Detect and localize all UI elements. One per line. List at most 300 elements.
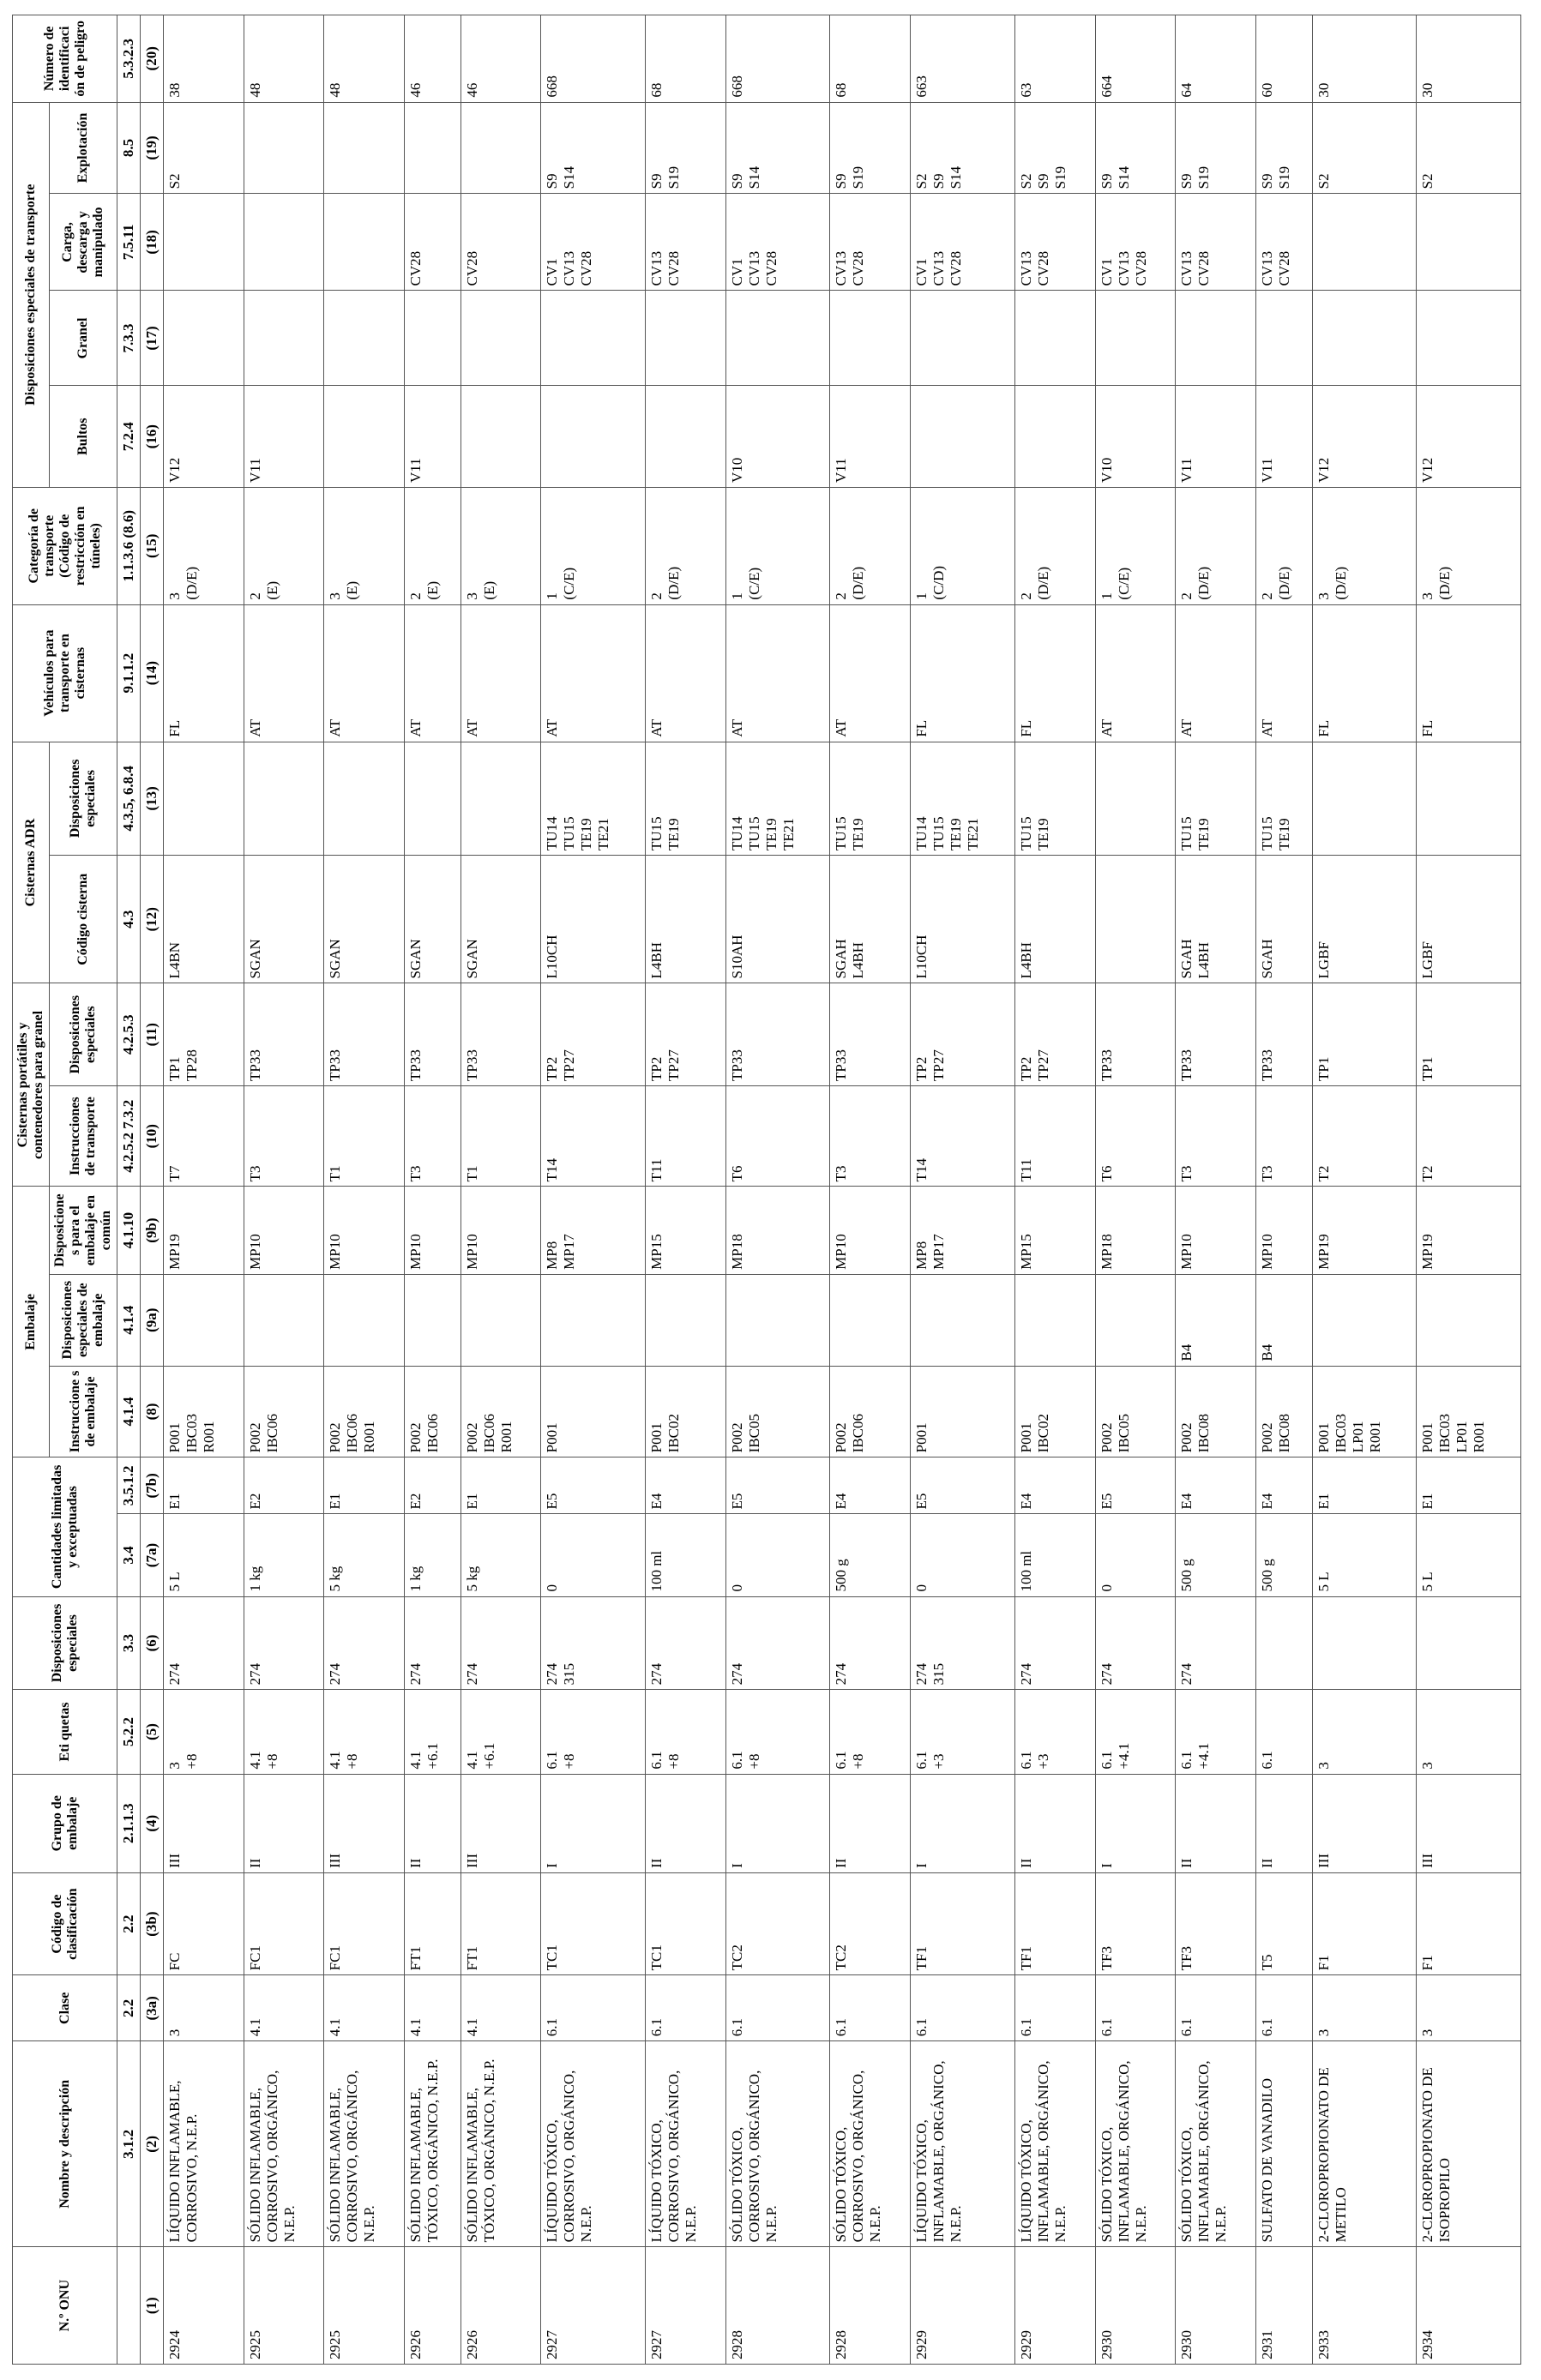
table-cell: E4 bbox=[1176, 1457, 1256, 1514]
table-cell bbox=[244, 1274, 324, 1366]
dangerous-goods-table bbox=[12, 15, 1521, 2365]
table-cell: FL bbox=[1417, 604, 1521, 742]
table-cell: 0 bbox=[911, 1514, 1015, 1596]
table-cell: LÍQUIDO TÓXICO, CORROSIVO, ORGÁNICO, N.E.P. bbox=[541, 2041, 646, 2247]
table-cell bbox=[324, 1274, 405, 1366]
table-cell: I bbox=[911, 1774, 1015, 1872]
table-cell: 664 bbox=[1095, 15, 1176, 103]
table-cell bbox=[646, 291, 726, 386]
table-cell: 3 bbox=[1312, 1690, 1417, 1774]
table-cell: E4 bbox=[1255, 1457, 1312, 1514]
table-cell: 500 g bbox=[1176, 1514, 1256, 1596]
table-cell bbox=[1417, 291, 1521, 386]
table-cell: III bbox=[1312, 1774, 1417, 1872]
table-cell: S9 S19 bbox=[646, 102, 726, 194]
table-cell: S2 S9 S14 bbox=[911, 102, 1015, 194]
table-cell: AT bbox=[460, 604, 541, 742]
column-number-cell: (2) bbox=[141, 2041, 164, 2247]
table-cell: 1 (C/E) bbox=[541, 487, 646, 604]
table-cell bbox=[1014, 291, 1095, 386]
table-cell: 2934 bbox=[1417, 2247, 1521, 2365]
table-cell: P001 IBC03 LP01 R001 bbox=[1312, 1366, 1417, 1457]
table-cell: P002 IBC06 bbox=[244, 1366, 324, 1457]
table-cell: 6.1 bbox=[541, 1975, 646, 2041]
table-cell bbox=[541, 291, 646, 386]
header-packing-special: Disposiciones especiales de embalaje bbox=[50, 1274, 117, 1366]
table-cell bbox=[1417, 194, 1521, 291]
table-cell: TU15 TE19 bbox=[646, 742, 726, 855]
table-cell: 274 bbox=[460, 1596, 541, 1690]
header-packing-instructions: Instruccione s de embalaje bbox=[50, 1366, 117, 1457]
column-number-cell: (14) bbox=[141, 604, 164, 742]
table-cell: CV13 CV28 bbox=[1176, 194, 1256, 291]
table-cell: E5 bbox=[1095, 1457, 1176, 1514]
table-cell: 668 bbox=[725, 15, 830, 103]
table-cell: 3 (E) bbox=[460, 487, 541, 604]
table-cell: T7 bbox=[164, 1085, 244, 1186]
table-cell: FC1 bbox=[324, 1872, 405, 1975]
table-cell: E2 bbox=[244, 1457, 324, 1514]
table-cell bbox=[725, 291, 830, 386]
table-cell: MP10 bbox=[1255, 1187, 1312, 1274]
section-ref-cell: 9.1.1.2 bbox=[117, 604, 141, 742]
header-packages: Bultos bbox=[50, 386, 117, 487]
table-cell bbox=[646, 386, 726, 487]
table-cell: FC1 bbox=[244, 1872, 324, 1975]
table-cell: LÍQUIDO INFLAMABLE, CORROSIVO, N.E.P. bbox=[164, 2041, 244, 2247]
table-cell: FC bbox=[164, 1872, 244, 1975]
table-cell: TU14 TU15 TE19 TE21 bbox=[911, 742, 1015, 855]
table-cell: TP33 bbox=[460, 983, 541, 1086]
header-operation: Explotación bbox=[50, 102, 117, 194]
table-cell: P001 IBC02 bbox=[646, 1366, 726, 1457]
table-cell bbox=[164, 194, 244, 291]
table-cell bbox=[324, 386, 405, 487]
column-number-cell: (13) bbox=[141, 742, 164, 855]
table-cell: II bbox=[1176, 1774, 1256, 1872]
table-cell: 4.1 bbox=[324, 1975, 405, 2041]
section-ref-cell: 4.2.5.3 bbox=[117, 983, 141, 1086]
table-cell: 6.1 +3 bbox=[1014, 1690, 1095, 1774]
table-cell: TP33 bbox=[830, 983, 911, 1086]
table-cell: 6.1 +8 bbox=[725, 1690, 830, 1774]
table-cell: 2 (D/E) bbox=[646, 487, 726, 604]
table-cell: III bbox=[164, 1774, 244, 1872]
header-classification-code: Código de clasificación bbox=[13, 1872, 117, 1975]
table-cell bbox=[1176, 291, 1256, 386]
table-cell bbox=[911, 386, 1015, 487]
table-cell: 2931 bbox=[1255, 2247, 1312, 2365]
column-number-cell: (10) bbox=[141, 1085, 164, 1186]
table-cell: T5 bbox=[1255, 1872, 1312, 1975]
table-cell: MP8 MP17 bbox=[541, 1187, 646, 1274]
table-row bbox=[1255, 15, 1312, 2365]
table-cell: S2 bbox=[164, 102, 244, 194]
table-cell: 274 bbox=[164, 1596, 244, 1690]
table-cell: 4.1 +8 bbox=[244, 1690, 324, 1774]
table-cell: 6.1 bbox=[1095, 1975, 1176, 2041]
table-cell: P001 IBC03 R001 bbox=[164, 1366, 244, 1457]
column-number-cell: (4) bbox=[141, 1774, 164, 1872]
table-cell: AT bbox=[1255, 604, 1312, 742]
table-cell: 6.1 +4.1 bbox=[1095, 1690, 1176, 1774]
column-number-cell: (20) bbox=[141, 15, 164, 103]
table-cell: T1 bbox=[460, 1085, 541, 1186]
section-ref-cell: 2.2 bbox=[117, 1975, 141, 2041]
table-row bbox=[541, 15, 646, 2365]
table-cell: 500 g bbox=[830, 1514, 911, 1596]
table-cell: CV13 CV28 bbox=[1255, 194, 1312, 291]
table-cell: 3 bbox=[1417, 1975, 1521, 2041]
header-tank-special: Disposiciones especiales bbox=[50, 742, 117, 855]
table-cell: 3 bbox=[1417, 1690, 1521, 1774]
table-cell: SGAH bbox=[1255, 856, 1312, 983]
table-cell: 274 bbox=[830, 1596, 911, 1690]
table-cell: TC1 bbox=[541, 1872, 646, 1975]
table-cell: 2 (D/E) bbox=[1176, 487, 1256, 604]
column-number-cell: (3b) bbox=[141, 1872, 164, 1975]
table-cell bbox=[324, 742, 405, 855]
table-cell: 6.1 +4.1 bbox=[1176, 1690, 1256, 1774]
table-cell: MP10 bbox=[460, 1187, 541, 1274]
table-cell bbox=[911, 291, 1015, 386]
table-cell: 274 bbox=[324, 1596, 405, 1690]
table-cell: 1 kg bbox=[405, 1514, 461, 1596]
table-cell: 1 (C/E) bbox=[725, 487, 830, 604]
header-limited-quantities: Cantidades limitadas y exceptuadas bbox=[13, 1457, 117, 1596]
table-cell: SGAN bbox=[405, 856, 461, 983]
table-cell: S2 bbox=[1417, 102, 1521, 194]
table-cell: FL bbox=[1312, 604, 1417, 742]
table-cell: SGAH L4BH bbox=[830, 856, 911, 983]
column-number-cell: (3a) bbox=[141, 1975, 164, 2041]
table-cell: TC2 bbox=[830, 1872, 911, 1975]
section-ref-cell: 3.5.1.2 bbox=[117, 1457, 141, 1514]
table-cell: 6.1 bbox=[830, 1975, 911, 2041]
table-cell: T3 bbox=[1255, 1085, 1312, 1186]
header-tank-vehicles: Vehículos para transporte en cisternas bbox=[13, 604, 117, 742]
column-number-cell: (7b) bbox=[141, 1457, 164, 1514]
table-cell: T3 bbox=[830, 1085, 911, 1186]
table-cell bbox=[1312, 1596, 1417, 1690]
table-cell: P002 IBC05 bbox=[725, 1366, 830, 1457]
table-cell: II bbox=[1255, 1774, 1312, 1872]
header-tank-code: Código cisterna bbox=[50, 856, 117, 983]
table-cell bbox=[324, 194, 405, 291]
column-number-cell: (11) bbox=[141, 983, 164, 1086]
header-transport-category: Categoría de transporte (Código de restricción en túneles) bbox=[13, 487, 117, 604]
table-cell bbox=[244, 102, 324, 194]
table-cell: SÓLIDO TÓXICO, INFLAMABLE, ORGÁNICO, N.E.P. bbox=[1095, 2041, 1176, 2247]
section-ref-cell: 4.3.5, 6.8.4 bbox=[117, 742, 141, 855]
table-cell: FL bbox=[1014, 604, 1095, 742]
section-ref-cell: 2.2 bbox=[117, 1872, 141, 1975]
table-cell: V11 bbox=[1255, 386, 1312, 487]
header-special-transport: Disposiciones especiales de transporte bbox=[13, 102, 50, 487]
table-cell: TP2 TP27 bbox=[1014, 983, 1095, 1086]
table-cell bbox=[324, 291, 405, 386]
table-cell: TU15 TE19 bbox=[1255, 742, 1312, 855]
table-cell: E4 bbox=[646, 1457, 726, 1514]
table-cell: 68 bbox=[646, 15, 726, 103]
table-cell: T2 bbox=[1312, 1085, 1417, 1186]
header-portable-tanks: Cisternas portátiles y contenedores para granel bbox=[13, 983, 50, 1187]
section-ref-cell: 3.3 bbox=[117, 1596, 141, 1690]
table-cell: CV1 CV13 CV28 bbox=[725, 194, 830, 291]
table-cell: 4.1 bbox=[405, 1975, 461, 2041]
table-cell: SÓLIDO TÓXICO, INFLAMABLE, ORGÁNICO, N.E.P. bbox=[1176, 2041, 1256, 2247]
table-cell: P002 IBC08 bbox=[1176, 1366, 1256, 1457]
table-cell: P002 IBC06 bbox=[405, 1366, 461, 1457]
table-cell: 4.1 bbox=[244, 1975, 324, 2041]
table-cell: 0 bbox=[725, 1514, 830, 1596]
table-cell: TU15 TE19 bbox=[1176, 742, 1256, 855]
table-cell: AT bbox=[405, 604, 461, 742]
table-cell: 1 (C/D) bbox=[911, 487, 1015, 604]
table-cell bbox=[244, 291, 324, 386]
table-cell bbox=[541, 1274, 646, 1366]
table-cell: L4BH bbox=[1014, 856, 1095, 983]
table-cell: TP33 bbox=[1176, 983, 1256, 1086]
table-cell: 5 L bbox=[1417, 1514, 1521, 1596]
table-cell: TU15 TE19 bbox=[1014, 742, 1095, 855]
table-cell: TP33 bbox=[725, 983, 830, 1086]
table-cell: 2928 bbox=[725, 2247, 830, 2365]
column-number-cell: (6) bbox=[141, 1596, 164, 1690]
section-ref-cell: 7.5.11 bbox=[117, 194, 141, 291]
table-cell: 6.1 +3 bbox=[911, 1690, 1015, 1774]
section-refs-row bbox=[117, 15, 141, 2365]
table-cell: S2 bbox=[1312, 102, 1417, 194]
table-cell: 2926 bbox=[405, 2247, 461, 2365]
table-cell: P002 IBC06 R001 bbox=[460, 1366, 541, 1457]
table-cell: 2-CLOROPROPIONATO DE METILO bbox=[1312, 2041, 1417, 2247]
table-cell: MP18 bbox=[725, 1187, 830, 1274]
table-cell: V10 bbox=[1095, 386, 1176, 487]
table-cell: V10 bbox=[725, 386, 830, 487]
header-adr-tanks: Cisternas ADR bbox=[13, 742, 50, 983]
table-cell: S9 S19 bbox=[1176, 102, 1256, 194]
table-cell: SÓLIDO INFLAMABLE, TÓXICO, ORGÁNICO, N.E.P. bbox=[460, 2041, 541, 2247]
table-cell: S9 S14 bbox=[725, 102, 830, 194]
column-number-cell: (15) bbox=[141, 487, 164, 604]
table-cell bbox=[1417, 1596, 1521, 1690]
table-cell: LÍQUIDO TÓXICO, INFLAMABLE, ORGÁNICO, N.E.P. bbox=[1014, 2041, 1095, 2247]
table-row bbox=[1095, 15, 1176, 2365]
table-row bbox=[646, 15, 726, 2365]
table-row bbox=[1176, 15, 1256, 2365]
table-cell: FT1 bbox=[405, 1872, 461, 1975]
table-cell: 274 315 bbox=[911, 1596, 1015, 1690]
table-cell: 64 bbox=[1176, 15, 1256, 103]
table-cell: MP10 bbox=[405, 1187, 461, 1274]
table-cell: 274 bbox=[725, 1596, 830, 1690]
table-cell: AT bbox=[725, 604, 830, 742]
table-cell: P002 IBC05 bbox=[1095, 1366, 1176, 1457]
table-cell: V12 bbox=[1417, 386, 1521, 487]
table-cell: P002 IBC06 R001 bbox=[324, 1366, 405, 1457]
table-row bbox=[324, 15, 405, 2365]
table-cell: 3 bbox=[1312, 1975, 1417, 2041]
table-cell: V11 bbox=[405, 386, 461, 487]
table-cell: T3 bbox=[405, 1085, 461, 1186]
header-labels: Eti quetas bbox=[13, 1690, 117, 1774]
table-cell: 68 bbox=[830, 15, 911, 103]
section-ref-cell: 3.4 bbox=[117, 1514, 141, 1596]
table-cell bbox=[1255, 1596, 1312, 1690]
section-ref-cell: 4.3 bbox=[117, 856, 141, 983]
table-cell: II bbox=[830, 1774, 911, 1872]
table-cell: 48 bbox=[244, 15, 324, 103]
table-cell: 2927 bbox=[541, 2247, 646, 2365]
table-cell: MP10 bbox=[830, 1187, 911, 1274]
header-class: Clase bbox=[13, 1975, 117, 2041]
table-cell bbox=[725, 1274, 830, 1366]
section-ref-cell: 7.3.3 bbox=[117, 291, 141, 386]
table-cell: V11 bbox=[244, 386, 324, 487]
table-cell: E4 bbox=[830, 1457, 911, 1514]
table-cell: AT bbox=[541, 604, 646, 742]
table-row bbox=[911, 15, 1015, 2365]
table-row bbox=[164, 15, 244, 2365]
table-cell: 3 bbox=[164, 1975, 244, 2041]
table-cell: TP1 TP28 bbox=[164, 983, 244, 1086]
table-cell: 0 bbox=[1095, 1514, 1176, 1596]
table-cell: V12 bbox=[164, 386, 244, 487]
table-cell: E1 bbox=[324, 1457, 405, 1514]
table-cell: I bbox=[1095, 1774, 1176, 1872]
table-cell bbox=[1312, 194, 1417, 291]
table-cell: 2 (E) bbox=[405, 487, 461, 604]
table-cell: 4.1 +6.1 bbox=[405, 1690, 461, 1774]
table-cell: CV13 CV28 bbox=[830, 194, 911, 291]
table-cell: E2 bbox=[405, 1457, 461, 1514]
column-number-cell: (18) bbox=[141, 194, 164, 291]
table-cell: MP19 bbox=[1417, 1187, 1521, 1274]
column-number-cell: (9a) bbox=[141, 1274, 164, 1366]
table-cell bbox=[646, 1274, 726, 1366]
table-cell: 48 bbox=[324, 15, 405, 103]
table-cell: 6.1 +8 bbox=[830, 1690, 911, 1774]
table-cell: III bbox=[460, 1774, 541, 1872]
table-cell: S9 S19 bbox=[1255, 102, 1312, 194]
table-cell: S10AH bbox=[725, 856, 830, 983]
table-cell: E1 bbox=[460, 1457, 541, 1514]
section-ref-cell: 5.2.2 bbox=[117, 1690, 141, 1774]
table-cell: FT1 bbox=[460, 1872, 541, 1975]
table-cell: CV1 CV13 CV28 bbox=[911, 194, 1015, 291]
table-cell bbox=[1312, 291, 1417, 386]
table-cell: 6.1 +8 bbox=[646, 1690, 726, 1774]
table-cell: II bbox=[405, 1774, 461, 1872]
table-cell: T11 bbox=[646, 1085, 726, 1186]
table-cell: 6.1 bbox=[1014, 1975, 1095, 2041]
table-cell: V12 bbox=[1312, 386, 1417, 487]
table-cell: V11 bbox=[1176, 386, 1256, 487]
table-cell: AT bbox=[1095, 604, 1176, 742]
table-cell: 2-CLOROPROPIONATO DE ISOPROPILO bbox=[1417, 2041, 1521, 2247]
table-cell: 2928 bbox=[830, 2247, 911, 2365]
table-cell bbox=[405, 102, 461, 194]
table-cell: LGBF bbox=[1312, 856, 1417, 983]
table-cell: MP10 bbox=[324, 1187, 405, 1274]
table-cell: TC2 bbox=[725, 1872, 830, 1975]
table-cell: 3 (D/E) bbox=[1417, 487, 1521, 604]
table-cell bbox=[405, 1274, 461, 1366]
table-cell: 2929 bbox=[1014, 2247, 1095, 2365]
table-row bbox=[725, 15, 830, 2365]
table-cell: 2924 bbox=[164, 2247, 244, 2365]
table-cell: L4BH bbox=[646, 856, 726, 983]
table-cell: II bbox=[646, 1774, 726, 1872]
table-cell bbox=[1312, 742, 1417, 855]
table-cell: TF1 bbox=[911, 1872, 1015, 1975]
table-cell: 6.1 bbox=[646, 1975, 726, 2041]
table-cell: P001 bbox=[541, 1366, 646, 1457]
table-cell: SULFATO DE VANADILO bbox=[1255, 2041, 1312, 2247]
table-cell: II bbox=[1014, 1774, 1095, 1872]
table-cell: MP19 bbox=[1312, 1187, 1417, 1274]
section-ref-cell: 4.1.10 bbox=[117, 1187, 141, 1274]
header-hazard-id: Número de identificaci ón de peligro bbox=[13, 15, 117, 103]
section-ref-cell: 5.3.2.3 bbox=[117, 15, 141, 103]
table-cell bbox=[460, 1274, 541, 1366]
table-cell: 4.1 bbox=[460, 1975, 541, 2041]
table-row bbox=[405, 15, 461, 2365]
column-number-cell: (5) bbox=[141, 1690, 164, 1774]
table-cell: 100 ml bbox=[646, 1514, 726, 1596]
table-cell: AT bbox=[244, 604, 324, 742]
section-ref-cell: 4.2.5.2 7.3.2 bbox=[117, 1085, 141, 1186]
table-cell: 6.1 bbox=[1255, 1975, 1312, 2041]
table-cell bbox=[324, 102, 405, 194]
table-cell: TP2 TP27 bbox=[541, 983, 646, 1086]
section-ref-cell: 3.1.2 bbox=[117, 2041, 141, 2247]
table-cell: P001 IBC03 LP01 R001 bbox=[1417, 1366, 1521, 1457]
table-cell: P002 IBC06 bbox=[830, 1366, 911, 1457]
table-cell: AT bbox=[646, 604, 726, 742]
table-cell: 4.1 +6.1 bbox=[460, 1690, 541, 1774]
table-cell bbox=[1312, 1274, 1417, 1366]
table-cell: 1 kg bbox=[244, 1514, 324, 1596]
table-cell: 500 g bbox=[1255, 1514, 1312, 1596]
table-cell: 100 ml bbox=[1014, 1514, 1095, 1596]
table-cell: T3 bbox=[1176, 1085, 1256, 1186]
table-cell: TP1 bbox=[1417, 983, 1521, 1086]
table-row bbox=[1312, 15, 1417, 2365]
table-cell: TP33 bbox=[244, 983, 324, 1086]
table-cell: V11 bbox=[830, 386, 911, 487]
table-cell: 30 bbox=[1417, 15, 1521, 103]
table-cell: 6.1 +8 bbox=[541, 1690, 646, 1774]
table-cell: LÍQUIDO TÓXICO, INFLAMABLE, ORGÁNICO, N.E.P. bbox=[911, 2041, 1015, 2247]
column-number-cell: (16) bbox=[141, 386, 164, 487]
table-cell: MP10 bbox=[244, 1187, 324, 1274]
table-cell bbox=[1417, 1274, 1521, 1366]
table-cell: MP8 MP17 bbox=[911, 1187, 1015, 1274]
section-ref-cell: 8.5 bbox=[117, 102, 141, 194]
table-cell: TU14 TU15 TE19 TE21 bbox=[725, 742, 830, 855]
table-cell: T6 bbox=[1095, 1085, 1176, 1186]
table-cell: TF3 bbox=[1176, 1872, 1256, 1975]
table-cell: TU14 TU15 TE19 TE21 bbox=[541, 742, 646, 855]
table-cell: 6.1 bbox=[725, 1975, 830, 2041]
table-row bbox=[1417, 15, 1521, 2365]
table-cell: E4 bbox=[1014, 1457, 1095, 1514]
table-cell: MP18 bbox=[1095, 1187, 1176, 1274]
table-cell bbox=[1095, 291, 1176, 386]
header-mixed-packing: Disposicione s para el embalaje en común bbox=[50, 1187, 117, 1274]
